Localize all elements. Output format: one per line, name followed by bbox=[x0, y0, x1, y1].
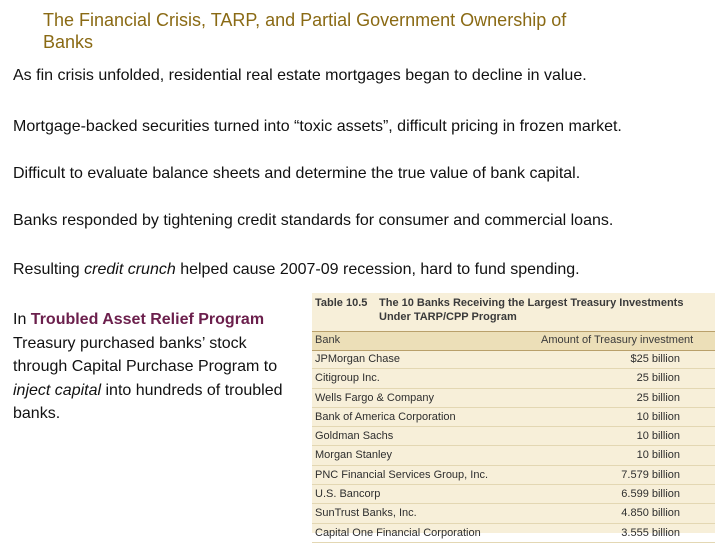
bank-name: Citigroup Inc. bbox=[315, 372, 380, 385]
bullet-credit-crunch bbox=[13, 260, 580, 280]
tarp-middle: Treasury purchased banks’ stock through Capital Purchase Program to bbox=[13, 334, 278, 375]
table-row bbox=[312, 408, 715, 427]
investment-amount: 10 billion bbox=[636, 449, 680, 462]
table-row bbox=[312, 504, 715, 523]
bullet-fin-crisis: As fin crisis unfolded, residential real estate mortgages began to decline in value. bbox=[13, 67, 587, 84]
table-caption bbox=[312, 293, 715, 326]
tarp-lead: In bbox=[13, 311, 31, 328]
tarp-rest: into hundreds of troubled banks. bbox=[13, 381, 283, 422]
table-row bbox=[312, 524, 715, 543]
credit-crunch-rest: helped cause 2007-09 recession, hard to fund spending. bbox=[175, 261, 580, 278]
investment-amount: 4.850 billion bbox=[621, 507, 680, 520]
table-caption-text: The 10 Banks Receiving the Largest Treasury Investments Under TARP/CPP Program bbox=[379, 297, 684, 323]
bank-name: Morgan Stanley bbox=[315, 449, 393, 462]
bullet-toxic-assets: Mortgage-backed securities turned into “toxic assets”, difficult pricing in frozen market. bbox=[13, 118, 622, 135]
table-row bbox=[312, 350, 715, 369]
table-row bbox=[312, 389, 715, 408]
investment-amount: 10 billion bbox=[636, 430, 680, 443]
bank-name: Goldman Sachs bbox=[315, 430, 394, 443]
column-header-amount: Amount of Treasury investment bbox=[541, 334, 694, 346]
bank-name: U.S. Bancorp bbox=[315, 488, 381, 501]
bank-name: Bank of America Corporation bbox=[315, 410, 456, 423]
bank-name: Wells Fargo & Company bbox=[315, 391, 435, 404]
slide-title: The Financial Crisis, TARP, and Partial Government Ownership of Banks bbox=[43, 10, 567, 52]
table-row bbox=[312, 466, 715, 485]
table-row bbox=[312, 369, 715, 388]
bank-name: Capital One Financial Corporation bbox=[315, 526, 481, 539]
table-body bbox=[312, 350, 715, 543]
credit-crunch-lead: Resulting bbox=[13, 261, 85, 278]
bullet-credit-standards: Banks responded by tightening credit standards for consumer and commercial loans. bbox=[13, 212, 614, 229]
investment-amount: $25 billion bbox=[630, 353, 680, 365]
tarp-program-name: Troubled Asset Relief Program bbox=[30, 311, 265, 328]
table-row bbox=[312, 485, 715, 504]
tarp-banks-table bbox=[312, 293, 715, 539]
investment-amount: 25 billion bbox=[636, 391, 680, 404]
investment-amount: 10 billion bbox=[636, 410, 680, 423]
investment-amount: 3.555 billion bbox=[621, 526, 680, 539]
bank-name: PNC Financial Services Group, Inc. bbox=[315, 468, 489, 481]
tarp-paragraph bbox=[13, 308, 303, 426]
bank-name: SunTrust Banks, Inc. bbox=[315, 507, 417, 520]
table-row bbox=[312, 427, 715, 446]
bank-name: JPMorgan Chase bbox=[315, 353, 400, 365]
investment-amount: 7.579 billion bbox=[621, 468, 680, 481]
bullet-balance-sheets: Difficult to evaluate balance sheets and determine the true value of bank capital. bbox=[13, 165, 581, 182]
investment-amount: 6.599 billion bbox=[621, 488, 680, 501]
table-row bbox=[312, 446, 715, 465]
investment-amount: 25 billion bbox=[636, 372, 680, 385]
inject-capital-term: inject capital bbox=[13, 381, 102, 399]
column-header-bank: Bank bbox=[315, 334, 341, 346]
credit-crunch-term: credit crunch bbox=[84, 261, 176, 278]
table-header bbox=[312, 331, 715, 351]
table-number: Table 10.5 bbox=[315, 297, 368, 309]
